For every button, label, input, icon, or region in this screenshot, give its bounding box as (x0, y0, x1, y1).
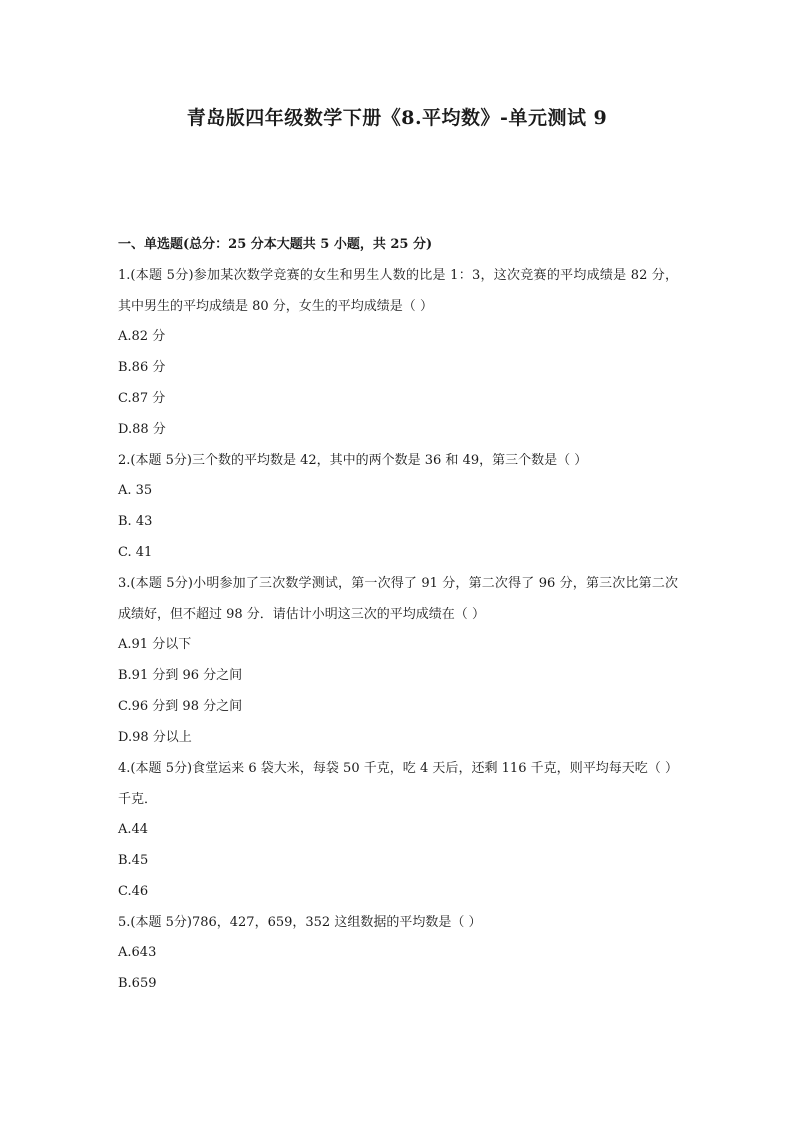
section-heading: 一、单选题(总分：25 分本大题共 5 小题，共 25 分) (118, 237, 433, 252)
question-5-stem: 5.(本题 5分)786，427，659，352 这组数据的平均数是（ ） (118, 915, 482, 930)
question-3-option-a: A.91 分以下 (118, 637, 192, 652)
question-4-option-a: A.44 (118, 822, 149, 837)
question-3-option-c: C.96 分到 98 分之间 (118, 699, 243, 714)
question-4-option-b: B.45 (118, 853, 149, 868)
question-2-option-b: B. 43 (118, 514, 153, 529)
question-3-option-d: D.98 分以上 (118, 730, 192, 745)
question-1-option-c: C.87 分 (118, 391, 166, 406)
question-2-option-c: C. 41 (118, 545, 153, 560)
question-1-option-b: B.86 分 (118, 360, 166, 375)
question-2-option-a: A. 35 (118, 483, 153, 498)
single-choice-section (118, 235, 678, 1005)
question-2-stem: 2.(本题 5分)三个数的平均数是 42，其中的两个数是 36 和 49，第三个数是（ ） (118, 453, 588, 468)
question-4-option-c: C.46 (118, 884, 149, 899)
question-1-option-d: D.88 分 (118, 422, 166, 437)
question-5-option-b: B.659 (118, 976, 157, 991)
question-4-stem: 4.(本题 5分)食堂运来 6 袋大米，每袋 50 千克，吃 4 天后，还剩 116 千克，则平均每天吃（ ）千克． (118, 761, 678, 807)
page-title: 青岛版四年级数学下册《8.平均数》-单元测试 9 (186, 107, 608, 129)
question-1-option-a: A.82 分 (118, 329, 166, 344)
question-3-stem: 3.(本题 5分)小明参加了三次数学测试，第一次得了 91 分，第二次得了 96 分，第三次比第二次成绩好，但不超过 98 分．请估计小明这三次的平均成绩在（ ） (118, 576, 678, 622)
question-5-option-a: A.643 (118, 945, 157, 960)
question-3-option-b: B.91 分到 96 分之间 (118, 668, 243, 683)
question-1-stem: 1.(本题 5分)参加某次数学竞赛的女生和男生人数的比是 1：3，这次竞赛的平均成绩是 82 分，其中男生的平均成绩是 80 分，女生的平均成绩是（ ） (118, 268, 678, 314)
